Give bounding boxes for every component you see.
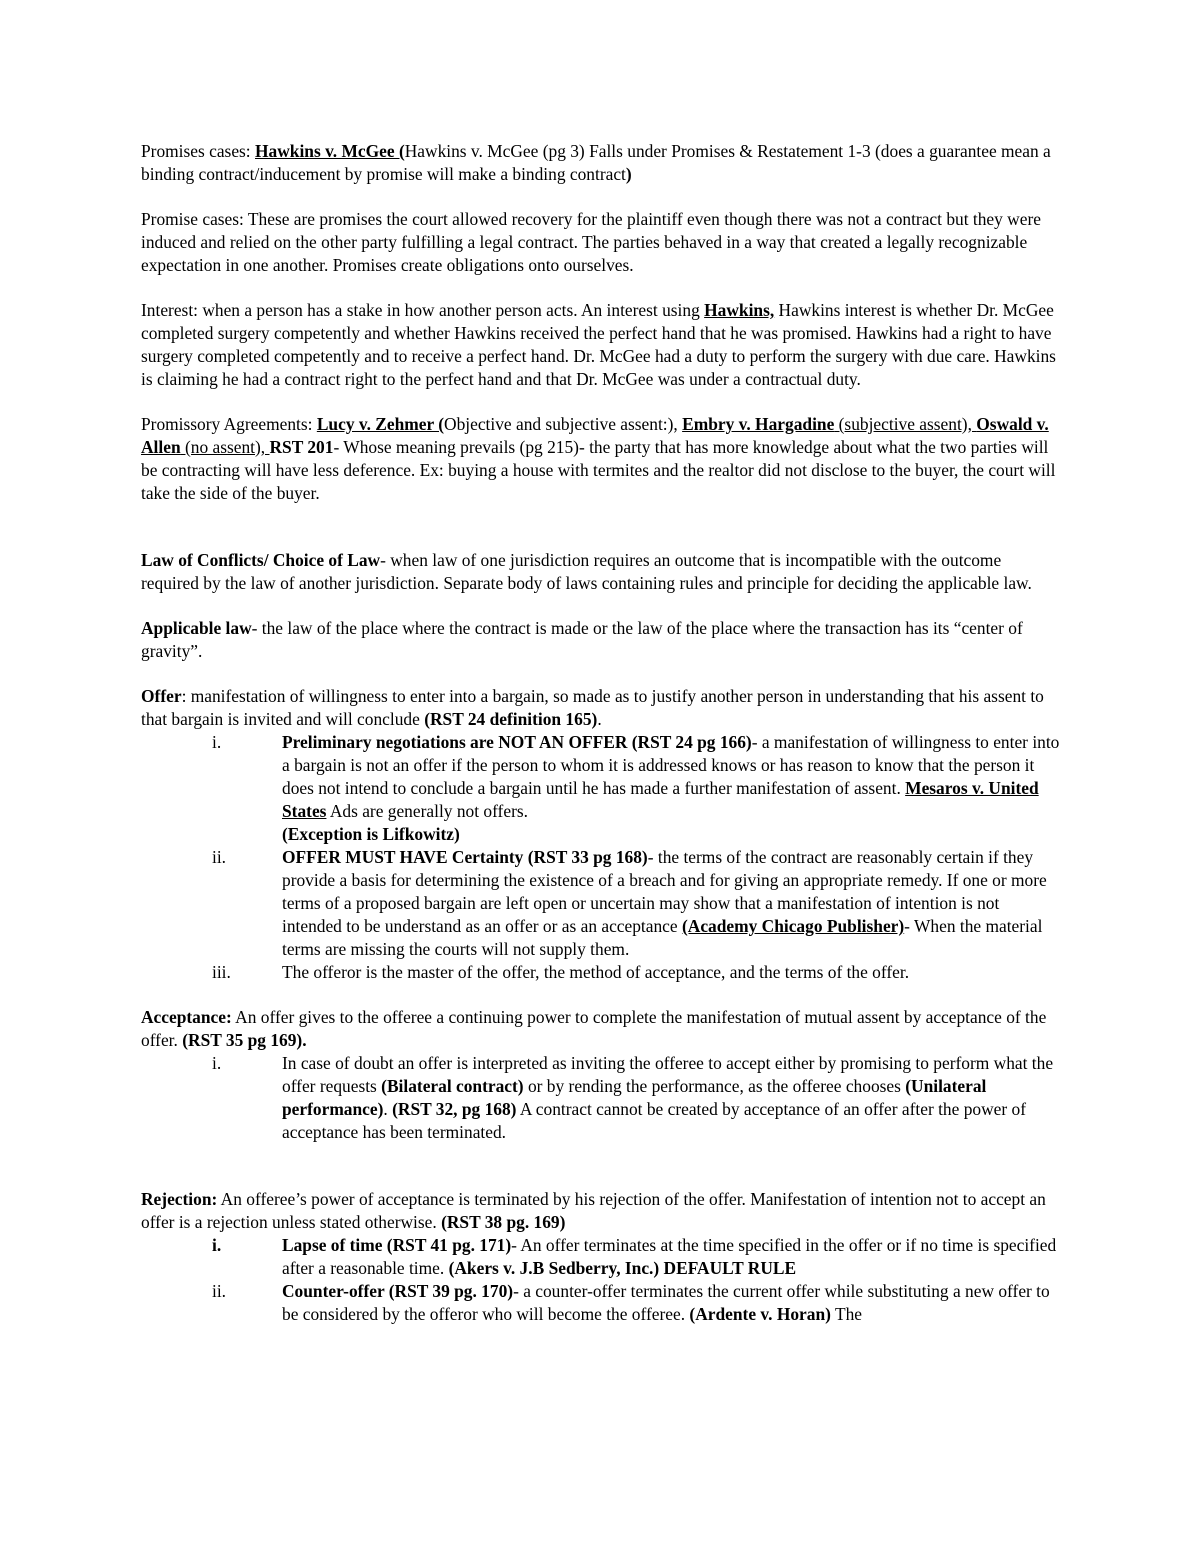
law-of-conflicts-paragraph: Law of Conflicts/ Choice of Law- when law of one jurisdiction requires an outcome that is incompatible with the outcome required by the law of another jurisdiction. Separate body of laws containing rules and principle for deciding the applicable law. xyxy=(141,550,1032,593)
term-applicable-law: Applicable law xyxy=(141,618,252,638)
term-acceptance: Acceptance: xyxy=(141,1007,232,1027)
promissory-agreements-paragraph: Promissory Agreements: Lucy v. Zehmer (Objective and subjective assent:), Embry v. Hargadine (subjective assent), Oswald v. Allen (no assent), RST 201- Whose meaning prevails (pg 215)- the party that has more knowledge about what the two parties will be contracting will have less deference. Ex: buying a house with termites and the realtor did not disclose to the buyer, the court will take the side of the buyer. xyxy=(141,414,1056,503)
list-item: ii. OFFER MUST HAVE Certainty (RST 33 pg 168)- the terms of the contract are reasonably certain if they provide a basis for determining the existence of a breach and for giving an appropriate remedy. If one or more terms of a proposed bargain are left open or uncertain may show that a manifestation of intention is not intended to be understand as an offer or as an acceptance (Academy Chicago Publisher)- When the material terms are missing the courts will not supply them. xyxy=(212,847,1047,959)
term-offer: Offer xyxy=(141,686,182,706)
case-lucy-v-zehmer: Lucy v. Zehmer ( xyxy=(316,414,445,434)
term-law-of-conflicts: Law of Conflicts/ Choice of Law xyxy=(141,550,381,570)
case-academy-chicago-publisher: (Academy Chicago Publisher) xyxy=(681,916,905,936)
promises-cases-paragraph: Promises cases: Hawkins v. McGee (Hawkins v. McGee (pg 3) Falls under Promises & Restatement 1-3 (does a guarantee mean a binding contract/inducement by promise will make a binding contract) xyxy=(141,141,1051,184)
case-mesaros-v-united-states: Mesaros v. United States xyxy=(282,778,1039,821)
list-item: iii. The offeror is the master of the offer, the method of acceptance, and the terms of the offer. xyxy=(212,962,910,982)
acceptance-list xyxy=(141,1052,1061,1144)
list-item: i. Lapse of time (RST 41 pg. 171)- An offer terminates at the time specified in the offer or if no time is specified after a reasonable time. (Akers v. J.B Sedberry, Inc.) DEFAULT RULE xyxy=(212,1235,1057,1278)
case-embry-v-hargadine: Embry v. Hargadine xyxy=(682,414,835,434)
applicable-law-paragraph: Applicable law- the law of the place where the contract is made or the law of the place where the transaction has its “center of gravity”. xyxy=(141,618,1023,661)
rst-201: RST 201 xyxy=(269,437,334,457)
rejection-paragraph: Rejection: An offeree’s power of acceptance is terminated by his rejection of the offer. Manifestation of intention not to accept an offer is a rejection unless stated otherwise. (RST 38 pg. 169) xyxy=(141,1189,1046,1232)
case-hawkins-v-mcgee: Hawkins v. McGee ( xyxy=(255,141,405,161)
list-item: i. Preliminary negotiations are NOT AN OFFER (RST 24 pg 166)- a manifestation of willingness to enter into a bargain is not an offer if the person to whom it is addressed knows or has reason to know that the person it does not intend to conclude a bargain until he has made a further manifestation of assent. Mesaros v. United States Ads are generally not offers. (Exception is Lifkowitz) xyxy=(212,732,1060,844)
offer-paragraph: Offer: manifestation of willingness to enter into a bargain, so made as to justify another person in understanding that his assent to that bargain is invited and will conclude (RST 24 definition 165). xyxy=(141,686,1044,729)
list-item: i. In case of doubt an offer is interpreted as inviting the offeree to accept either by promising to perform what the offer requests (Bilateral contract) or by rending the performance, as the offeree chooses (Unilateral performance). (RST 32, pg 168) A contract cannot be created by acceptance of an offer after the power of acceptance has been terminated. xyxy=(212,1053,1054,1142)
acceptance-paragraph: Acceptance: An offer gives to the offeree a continuing power to complete the manifestation of mutual assent by acceptance of the offer. (RST 35 pg 169). xyxy=(141,1007,1047,1050)
term-rejection: Rejection: xyxy=(141,1189,218,1209)
case-oswald-v-allen: Oswald v. Allen xyxy=(141,414,1049,457)
case-hawkins: Hawkins, xyxy=(704,300,775,320)
interest-paragraph: Interest: when a person has a stake in how another person acts. An interest using Hawkins, Hawkins interest is whether Dr. McGee completed surgery competently and whether Hawkins received the perfect hand that he was promised. Hawkins had a right to have surgery completed competently and to receive a perfect hand. Dr. McGee had a duty to perform the surgery with due care. Hawkins is claiming he had a contract right to the perfect hand and that Dr. McGee was under a contractual duty. xyxy=(141,300,1056,389)
offer-list xyxy=(141,731,1061,984)
promise-cases-paragraph: Promise cases: These are promises the court allowed recovery for the plaintiff even though there was not a contract but they were induced and relied on the other party fulfilling a legal contract. The parties behaved in a way that created a legally recognizable expectation in one another. Promises create obligations onto ourselves. xyxy=(141,209,1041,275)
document-page xyxy=(141,140,1061,1348)
list-item: ii. Counter-offer (RST 39 pg. 170)- a counter-offer terminates the current offer while substituting a new offer to be considered by the offeror who will become the offeree. (Ardente v. Horan) The xyxy=(212,1281,1050,1324)
rejection-list xyxy=(141,1234,1061,1326)
